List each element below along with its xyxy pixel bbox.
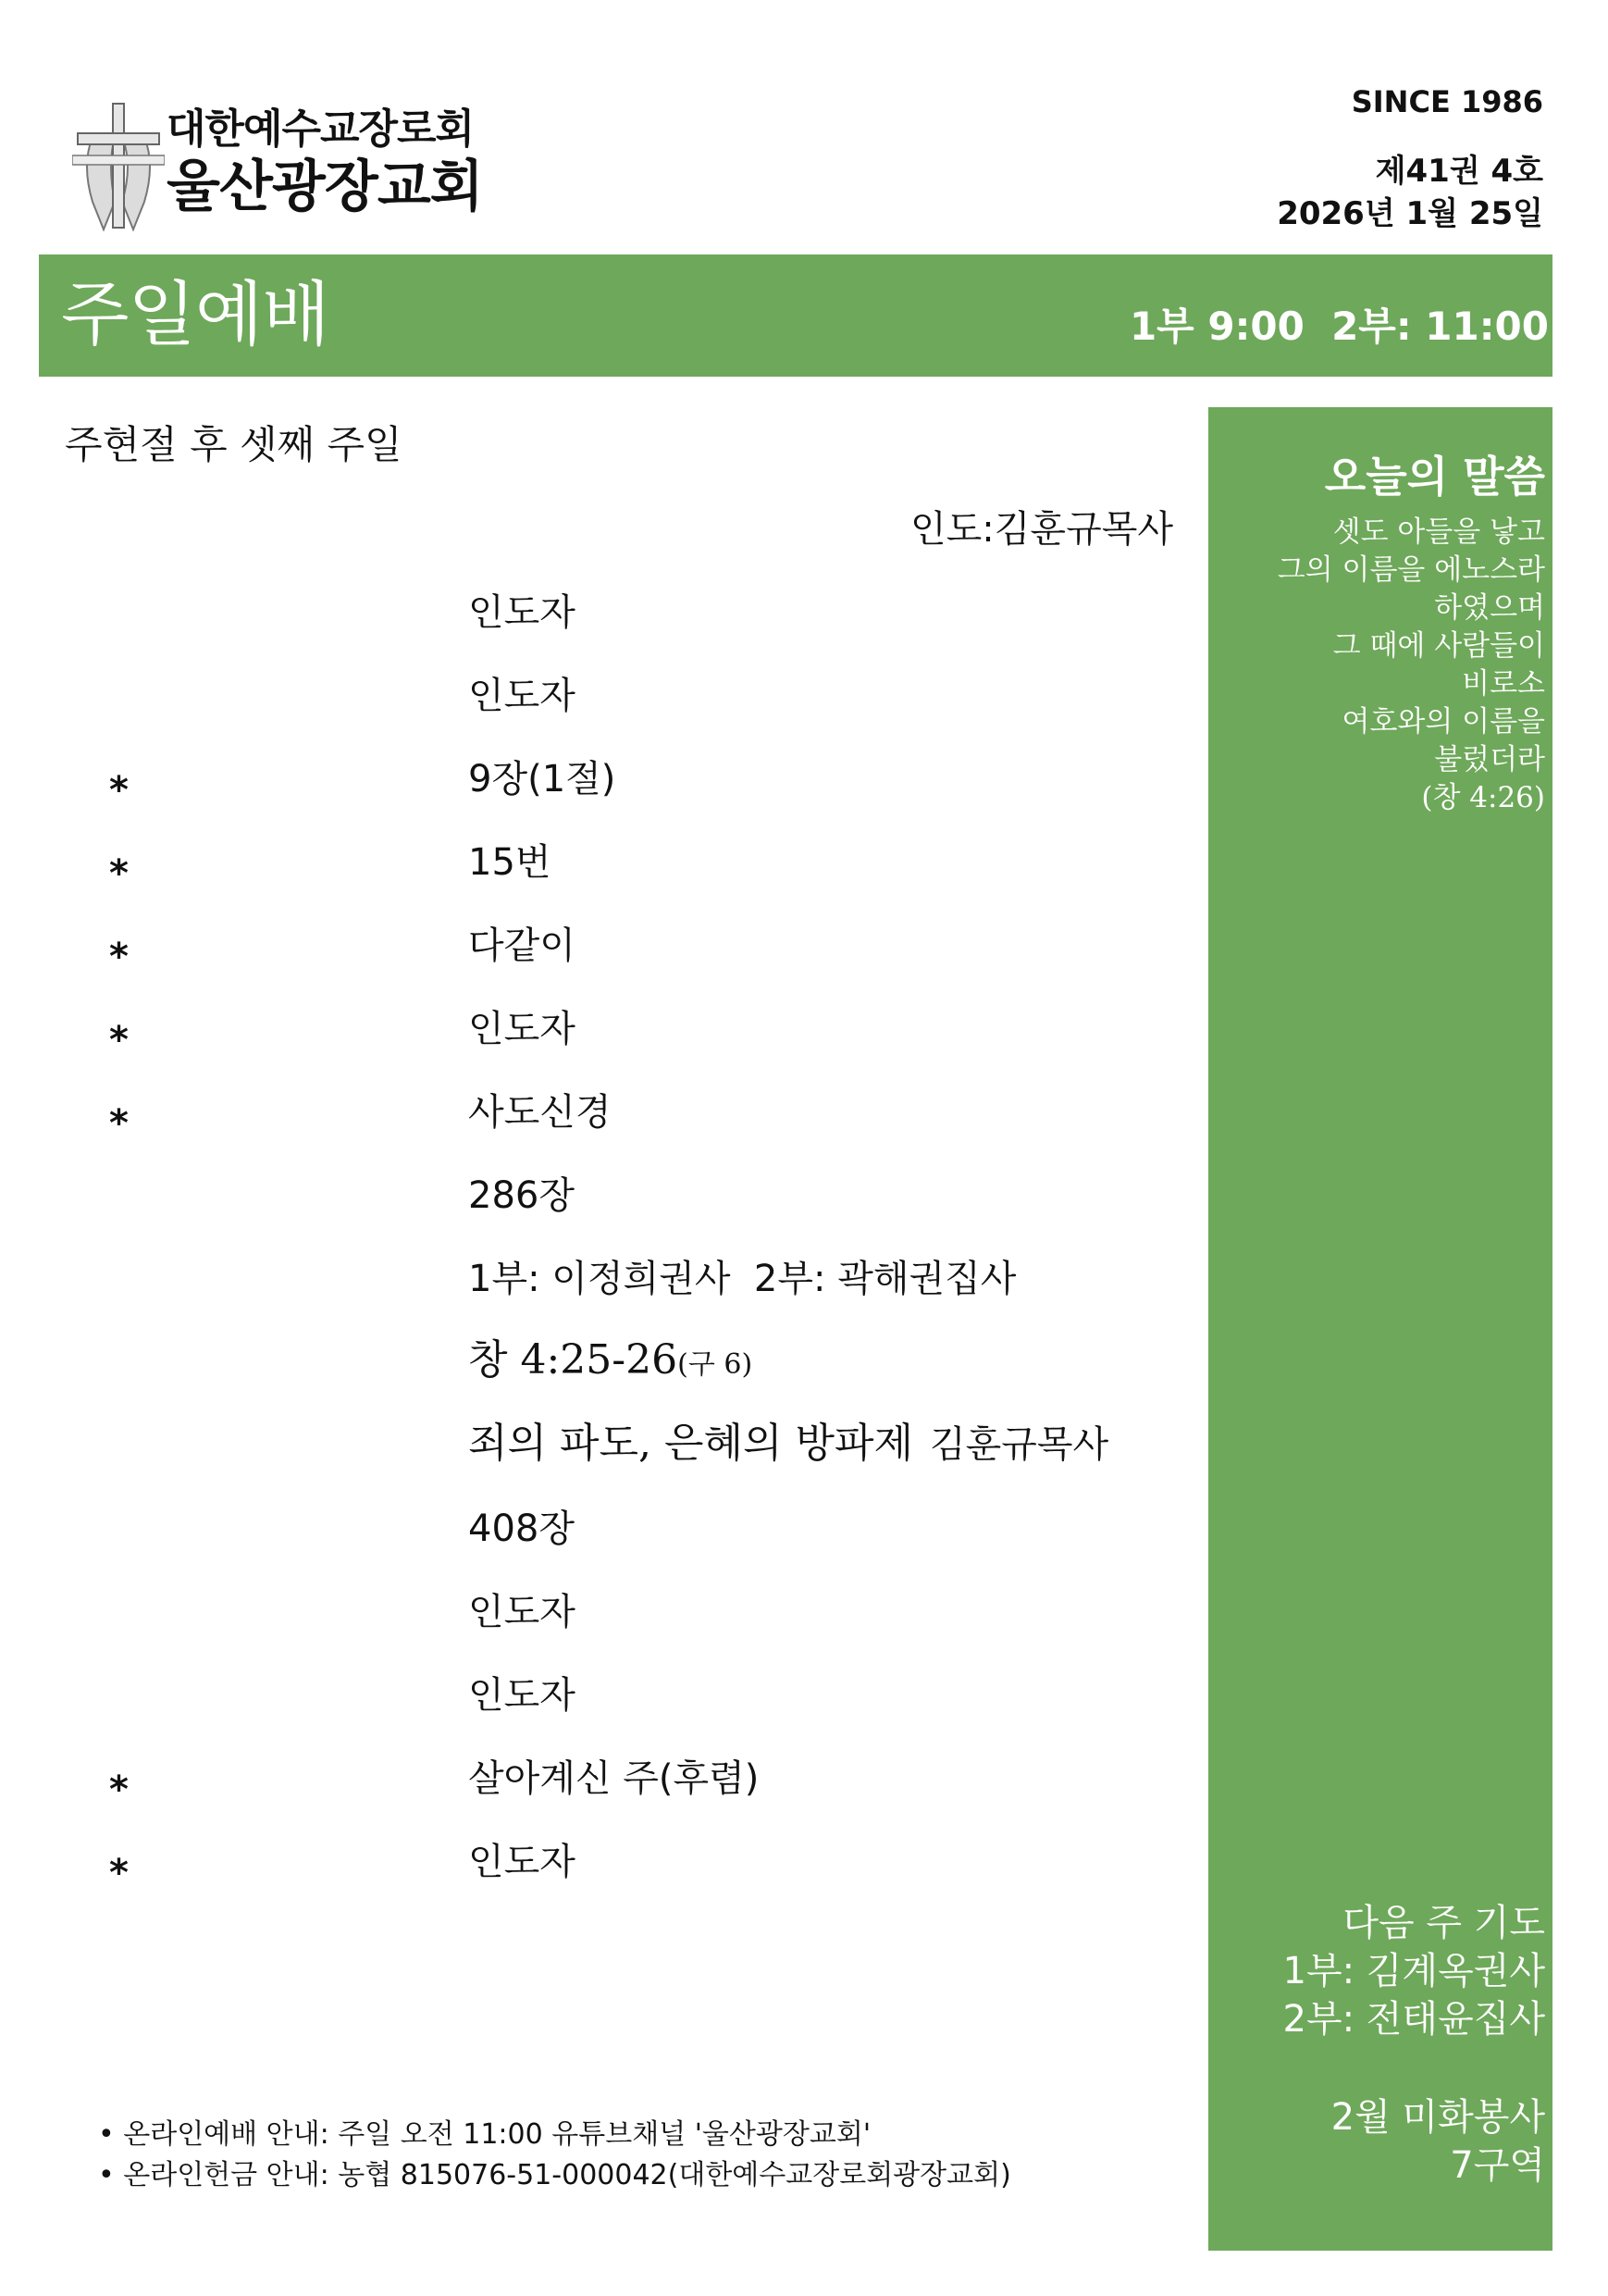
verse-line: 셋도 아들을 낳고 [1332,515,1545,549]
verse-line: 하였으며 [1434,591,1545,625]
next-prayer-second-service: 2부: 전태윤집사 [1282,1998,1545,2041]
verse-title: 오늘의 말씀 [1324,452,1545,502]
verse-line: 그 때에 사람들이 [1332,629,1545,663]
scripture-note: (구 6) [677,1348,753,1381]
flower-service-title: 2월 미화봉사 [1330,2096,1545,2139]
order-item-value: 408장 [468,1508,575,1550]
service-leader: 인도:김훈규목사 [910,508,1173,551]
bulletin-date: 2026년 1월 25일 [1277,195,1543,232]
verse-line: 그의 이름을 에노스라 [1277,553,1545,587]
online-worship-notice: • 온라인예배 안내: 주일 오전 11:00 유튜브채널 '울산광장교회' [98,2118,872,2151]
standing-marker: * [109,852,129,895]
order-item-value: 인도자 [468,591,575,634]
standing-marker: * [109,936,129,978]
online-offering-notice: • 온라인헌금 안내: 농협 815076-51-000042(대한예수교장로회광장교회) [98,2159,1011,2191]
verse-reference: (창 4:26) [1421,781,1545,814]
standing-marker: * [109,1019,129,1061]
verse-line: 비로소 [1462,667,1545,701]
cross-icon [72,100,165,231]
preacher-name: 김훈규목사 [929,1423,1109,1466]
verse-line: 여호와의 이름을 [1342,705,1545,738]
banner-title: 주일예배 [61,273,329,355]
order-item-value: 9장(1절) [468,758,616,800]
order-item-value: 1부: 이정희권사 2부: 곽해권집사 [468,1258,1017,1300]
next-prayer-title: 다음 주 기도 [1342,1902,1545,1944]
standing-marker: * [109,1102,129,1145]
order-item-value: 인도자 [468,1008,575,1050]
order-item-value: 사도신경 [468,1091,612,1134]
order-item-value: 살아계신 주(후렴) [468,1757,760,1800]
verse-line: 불렀더라 [1434,743,1545,776]
standing-marker: * [109,769,129,812]
denomination-name: 대한예수교장로회 [167,105,475,153]
order-item-value: 인도자 [468,1841,575,1883]
order-item-value: 286장 [468,1174,575,1217]
order-item-value: 인도자 [468,1591,575,1633]
standing-marker: * [109,1852,129,1894]
order-item-value: 인도자 [468,675,575,717]
sermon-title: 죄의 파도, 은혜의 방파제 [468,1420,913,1467]
next-prayer-first-service: 1부: 김계옥권사 [1282,1950,1545,1992]
issue-number: 제41권 4호 [1375,153,1543,190]
liturgical-season: 주현절 후 셋째 주일 [65,422,402,467]
flower-service-group: 7구역 [1450,2144,1545,2187]
since-label: SINCE 1986 [1351,84,1543,119]
order-item-value [468,1336,753,1384]
standing-marker: * [109,1769,129,1811]
order-item-value: 인도자 [468,1674,575,1717]
order-item-value [468,1420,1109,1467]
service-times: 1부 9:00 2부: 11:00 [1129,304,1549,349]
church-name: 울산광장교회 [167,155,483,219]
order-item-value: 다같이 [468,925,575,967]
scripture-reference: 창 4:25-26 [468,1336,678,1384]
order-item-value: 15번 [468,841,551,884]
